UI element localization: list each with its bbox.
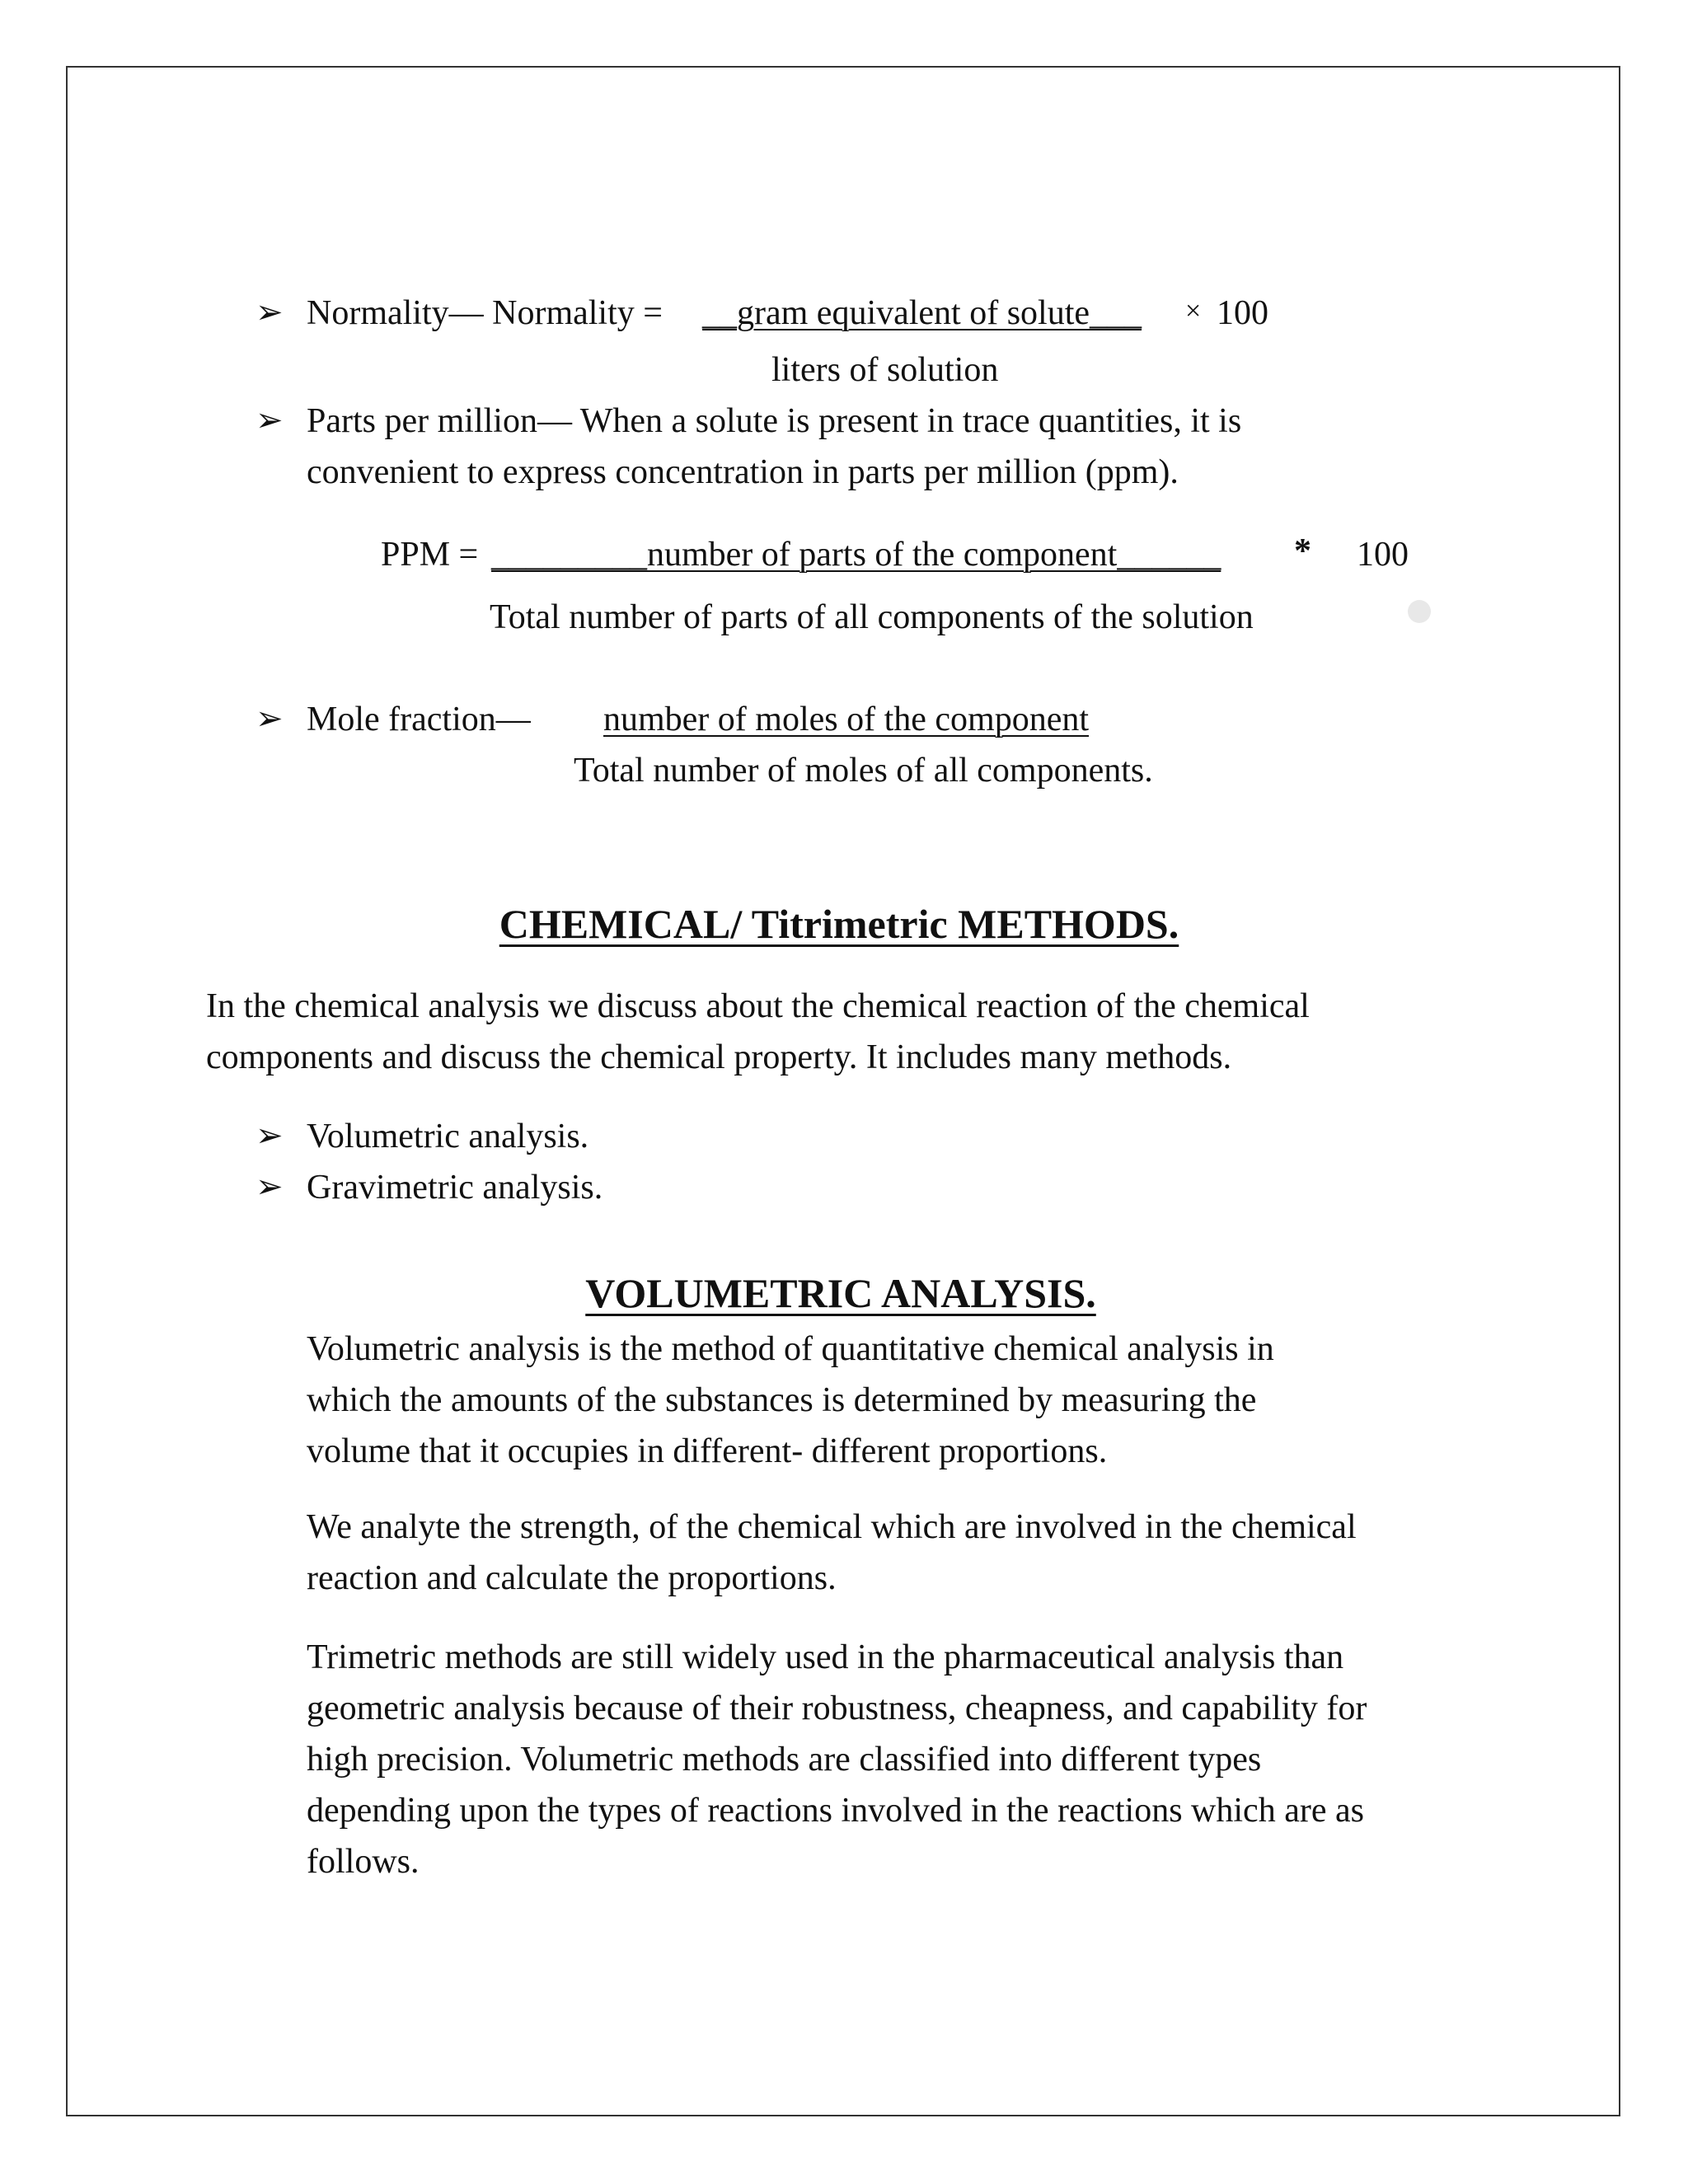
ppm-intro-line1: Parts per million— When a solute is present in trace quantities, it is [307, 402, 1242, 440]
mole-fraction-label: Mole fraction— [307, 701, 531, 738]
normality-factor: 100 [1217, 294, 1268, 332]
list-item-gravimetric: Gravimetric analysis. [307, 1169, 603, 1207]
mole-fraction-numerator: number of moles of the component [603, 701, 1090, 738]
volumetric-paragraph-2 [307, 1502, 1592, 1604]
mole-fraction-denominator: Total number of moles of all components. [574, 752, 1153, 790]
ppm-numerator: _________number of parts of the component______ [491, 536, 1221, 574]
ppm-label: PPM = [381, 536, 479, 574]
ppm-denominator: Total number of parts of all components of the solution [490, 598, 1254, 636]
times-symbol: × [1185, 296, 1202, 326]
paragraph-line: which the amounts of the substances is determined by measuring the [307, 1381, 1257, 1419]
bullet-arrow-icon: ➢ [256, 700, 284, 737]
paragraph-line: depending upon the types of reactions involved in the reactions which are as [307, 1792, 1364, 1830]
bullet-arrow-icon: ➢ [256, 293, 284, 330]
paragraph-line: high precision. Volumetric methods are classified into different types [307, 1741, 1262, 1779]
normality-label: Normality— Normality = [307, 294, 663, 332]
volumetric-paragraph-3 [307, 1632, 1592, 1887]
volumetric-paragraph-1 [307, 1324, 1592, 1477]
paragraph-line: We analyte the strength, of the chemical which are involved in the chemical [307, 1508, 1357, 1546]
chem-para-line1: In the chemical analysis we discuss about the chemical reaction of the chemical [206, 987, 1310, 1025]
bullet-arrow-icon: ➢ [256, 401, 284, 438]
bullet-arrow-icon: ➢ [256, 1168, 284, 1205]
paragraph-line: follows. [307, 1843, 420, 1881]
ppm-intro-line2: convenient to express concentration in parts per million (ppm). [307, 453, 1179, 491]
paragraph-line: geometric analysis because of their robustness, cheapness, and capability for [307, 1690, 1367, 1727]
faint-dot-mark [1408, 600, 1431, 623]
paragraph-line: Volumetric analysis is the method of quantitative chemical analysis in [307, 1330, 1274, 1368]
section-heading-chemical-methods: CHEMICAL/ Titrimetric METHODS. [499, 901, 1179, 947]
paragraph-line: volume that it occupies in different- different proportions. [307, 1432, 1108, 1470]
section-heading-volumetric-analysis: VOLUMETRIC ANALYSIS. [585, 1270, 1096, 1316]
normality-denominator: liters of solution [771, 351, 999, 389]
paragraph-line: Trimetric methods are still widely used in the pharmaceutical analysis than [307, 1638, 1344, 1676]
bullet-arrow-icon: ➢ [256, 1117, 284, 1154]
list-item-volumetric: Volumetric analysis. [307, 1118, 589, 1155]
ppm-star: * [1294, 532, 1311, 570]
chem-para-line2: components and discuss the chemical property. It includes many methods. [206, 1038, 1232, 1076]
ppm-factor: 100 [1357, 536, 1409, 574]
paragraph-line: reaction and calculate the proportions. [307, 1559, 837, 1597]
normality-numerator: __gram equivalent of solute___ [702, 294, 1142, 332]
